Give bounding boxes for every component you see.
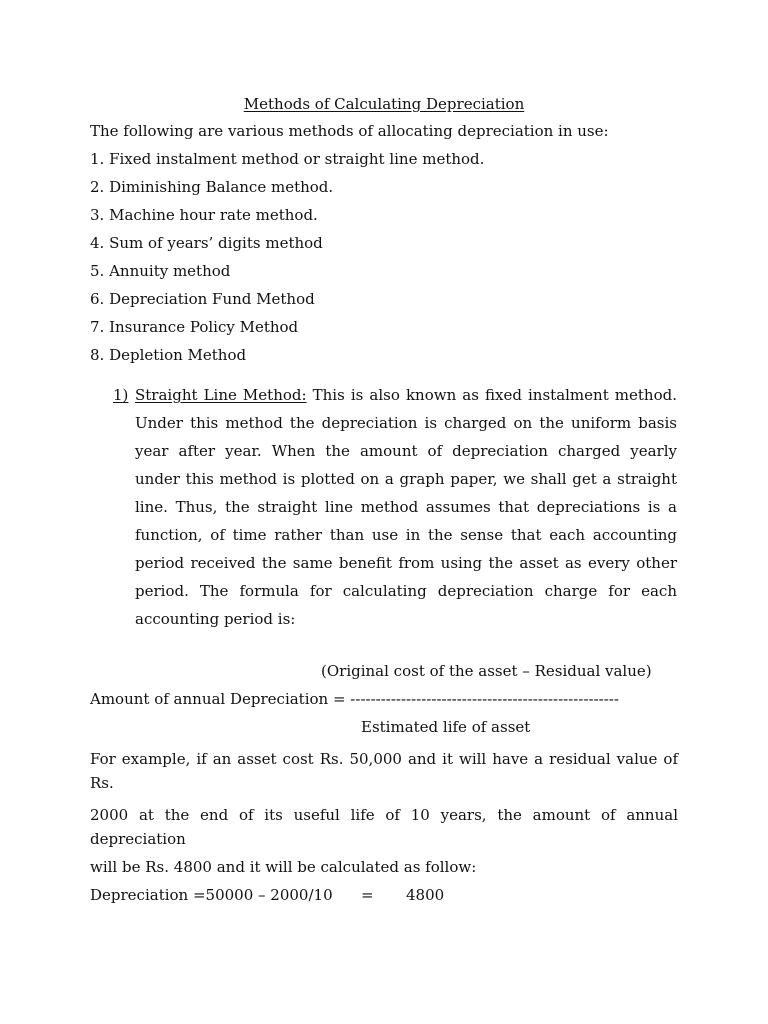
method-list-item: 1. Fixed instalment method or straight line method. bbox=[90, 150, 485, 168]
section-number: 1) bbox=[113, 386, 129, 404]
calculation-equals: = bbox=[361, 886, 374, 904]
example-line: depreciation bbox=[90, 830, 186, 848]
example-line: Rs. bbox=[90, 774, 114, 792]
method-list-item: 2. Diminishing Balance method. bbox=[90, 178, 334, 196]
method-list-item: 3. Machine hour rate method. bbox=[90, 206, 318, 224]
calculation-result: 4800 bbox=[406, 886, 445, 904]
section-paragraph bbox=[135, 381, 677, 633]
method-list-item: 5. Annuity method bbox=[90, 262, 231, 280]
method-list-item: 8. Depletion Method bbox=[90, 346, 247, 364]
formula-denominator: Estimated life of asset bbox=[361, 718, 531, 736]
formula-label: Amount of annual Depreciation = ----------------------------------------------------- bbox=[90, 690, 619, 708]
calculation-left: Depreciation =50000 – 2000/10 bbox=[90, 886, 333, 904]
method-list-item: 4. Sum of years’ digits method bbox=[90, 234, 323, 252]
document-title: Methods of Calculating Depreciation bbox=[243, 95, 525, 113]
example-line: For example, if an asset cost Rs. 50,000 and it will have a residual value of bbox=[90, 750, 678, 768]
example-line: 2000 at the end of its useful life of 10 years, the amount of annual bbox=[90, 806, 678, 824]
method-list-item: 6. Depreciation Fund Method bbox=[90, 290, 315, 308]
intro-text: The following are various methods of allocating depreciation in use: bbox=[90, 122, 609, 140]
section-body: This is also known as fixed instalment method. Under this method the depreciation is charged on the uniform basis year after year. When the amount of depreciation charged yearly under this method is plotted on a graph paper, we shall get a straight line. Thus, the straight line method assumes that depreciations is a function, of time rather than use in the sense that each accounting period received the same benefit from using the asset as every other period. The formula for calculating depreciation charge for each accounting period is: bbox=[135, 386, 677, 628]
section-heading: Straight Line Method: bbox=[135, 386, 307, 404]
example-line: will be Rs. 4800 and it will be calculated as follow: bbox=[90, 858, 477, 876]
formula-numerator: (Original cost of the asset – Residual value) bbox=[321, 662, 652, 680]
method-list-item: 7. Insurance Policy Method bbox=[90, 318, 299, 336]
